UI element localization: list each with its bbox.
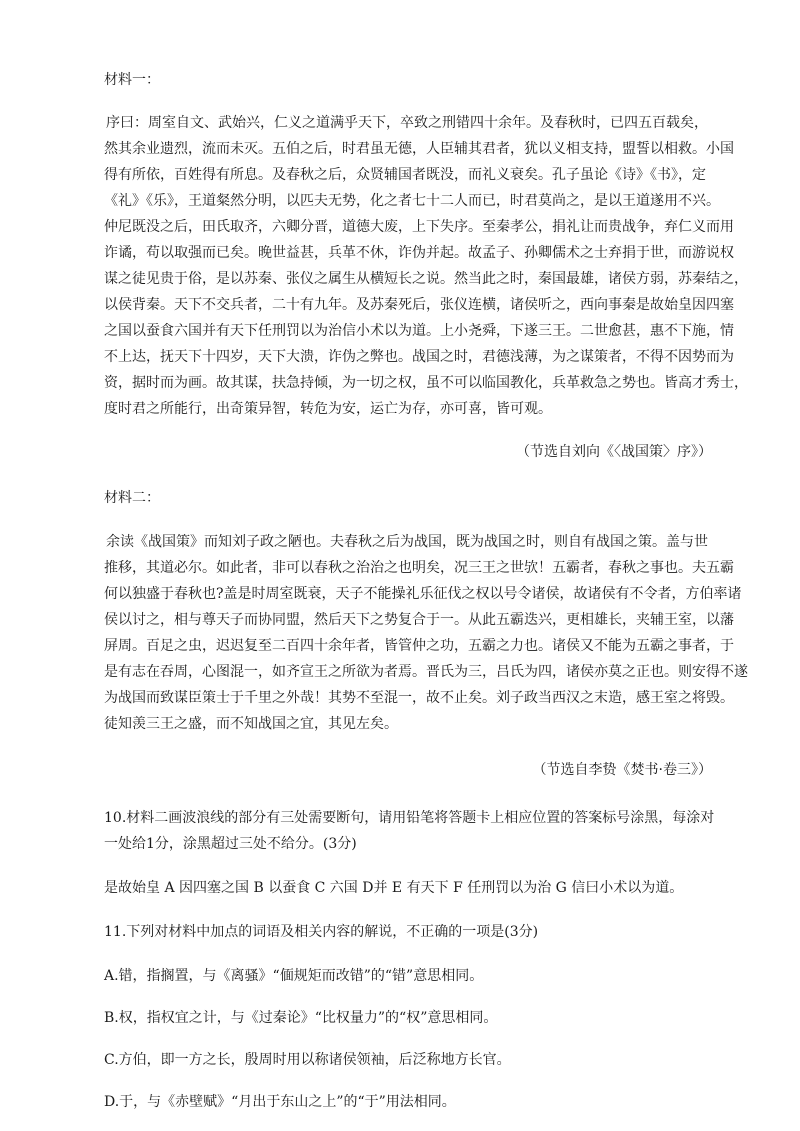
material1-line: 谋之徒见贵于俗，是以苏秦、张仪之属生从横短长之说。然当此之时，秦国最雄，诸侯方弱，苏秦结之，	[104, 271, 748, 287]
q10-prompt-line2: 一处给1分，涂黑超过三处不给分。(3分)	[104, 836, 357, 852]
q11-prompt: 11.下列对材料中加点的词语及相关内容的解说，不正确的一项是(3分)	[104, 924, 539, 940]
q11-option-c: C.方伯，即一方之长，殷周时用以称诸侯领袖，后泛称地方长官。	[104, 1052, 511, 1068]
material1-line: 之国以蚕食六国并有天下任刑罚以为治信小术以为道。上小尧舜，下遂三王。二世愈甚，惠不下施，情	[104, 323, 734, 339]
material2-source: （节选自李贽《焚书·卷三》）	[532, 762, 712, 778]
material1-line: 度时君之所能行，出奇策异智，转危为安，运亡为存，亦可喜，皆可观。	[104, 401, 552, 417]
material1-line: 然其余业遗烈，流而未灭。五伯之后，时君虽无德，人臣辅其君者，犹以义相支持，盟誓以相救。小国	[104, 141, 734, 157]
q10-sentence: 是故始皇 A 因四塞之国 B 以蚕食 C 六国 D并 E 有天下 F 任刑罚以为治 G 信曰小术以为道。	[104, 880, 684, 896]
material1-line: 诈谲，苟以取强而已矣。晚世益甚，兵革不休，诈伪并起。故孟子、孙卿儒术之士弃捐于世，而游说权	[104, 245, 734, 261]
material1-line: 以侯背秦。天下不交兵者，二十有九年。及苏秦死后，张仪连横，诸侯听之，西向事秦是故始皇因四塞	[104, 297, 734, 313]
q11-option-b: B.权，指权宜之计，与《过秦论》“比权量力”的“权”意思相同。	[104, 1010, 498, 1026]
material2-line: 何以独盛于春秋也?盖是时周室既衰，天子不能操礼乐征伐之权以号令诸侯，故诸侯有不令者，方伯率诸	[104, 586, 742, 602]
material2-line: 侯以讨之，相与尊天子而协同盟，然后天下之势复合于一。从此五霸迭兴，更相雄长，夹辅王室，以藩	[104, 612, 734, 628]
material1-line: 序曰：周室自文、武始兴，仁义之道满乎天下，卒致之刑错四十余年。及春秋时，已四五百载矣，	[106, 115, 708, 131]
material1-line: 《礼》《乐》，王道粲然分明，以匹夫无势，化之者七十二人而已，时君莫尚之，是以王道遂用不兴。	[104, 193, 720, 209]
q10-prompt-line1: 10.材料二画波浪线的部分有三处需要断句，请用铅笔将答题卡上相应位置的答案标号涂黑，每涂对	[104, 810, 715, 826]
material2-line: 徒知羡三王之盛，而不知战国之宜，其见左矣。	[104, 716, 398, 732]
material1-source: （节选自刘向《〈战国策〉序》）	[516, 444, 712, 460]
material2-line: 推移，其道必尔。如此者，非可以春秋之治治之也明矣，况三王之世欤！五霸者，春秋之事也。夫五霸	[104, 560, 734, 576]
material1-line: 资，据时而为画。故其谋，扶急持倾，为一切之权，虽不可以临国教化，兵革救急之势也。皆高才秀士，	[104, 375, 748, 391]
material2-line: 余读《战国策》而知刘子政之陋也。夫春秋之后为战国，既为战国之时，则自有战国之策。盖与世	[106, 534, 708, 550]
material1-heading: 材料一：	[104, 72, 160, 88]
material1-line: 仲尼既没之后，田氏取齐，六卿分晋，道德大废，上下失序。至秦孝公，捐礼让而贵战争，弃仁义而用	[104, 219, 734, 235]
q11-option-d: D.于，与《赤壁赋》“月出于东山之上”的“于”用法相同。	[104, 1094, 456, 1110]
material1-line: 得有所依，百姓得有所息。及春秋之后，众贤辅国者既没，而礼义衰矣。孔子虽论《诗》《书》，定	[104, 167, 706, 183]
material2-line: 屏周。百足之虫，迟迟复至二百四十余年者，皆管仲之功，五霸之力也。诸侯又不能为五霸之事者，于	[104, 638, 734, 654]
material2-line: 为战国而致谋臣策士于千里之外哉！其势不至混一，故不止矣。刘子政当西汉之末造，感王室之将毁。	[104, 690, 734, 706]
material1-line: 不上达，抚天下十四岁，天下大溃，诈伪之弊也。战国之时，君德浅薄，为之谋策者，不得不因势而为	[104, 349, 734, 365]
material2-line: 是有志在吞周，心图混一，如齐宣王之所欲为者焉。晋氏为三，吕氏为四，诸侯亦莫之正也。则安得不遂	[104, 664, 748, 680]
q11-option-a: A.错，指搁置，与《离骚》“偭规矩而改错”的“错”意思相同。	[104, 968, 484, 984]
material2-heading: 材料二：	[104, 490, 160, 506]
